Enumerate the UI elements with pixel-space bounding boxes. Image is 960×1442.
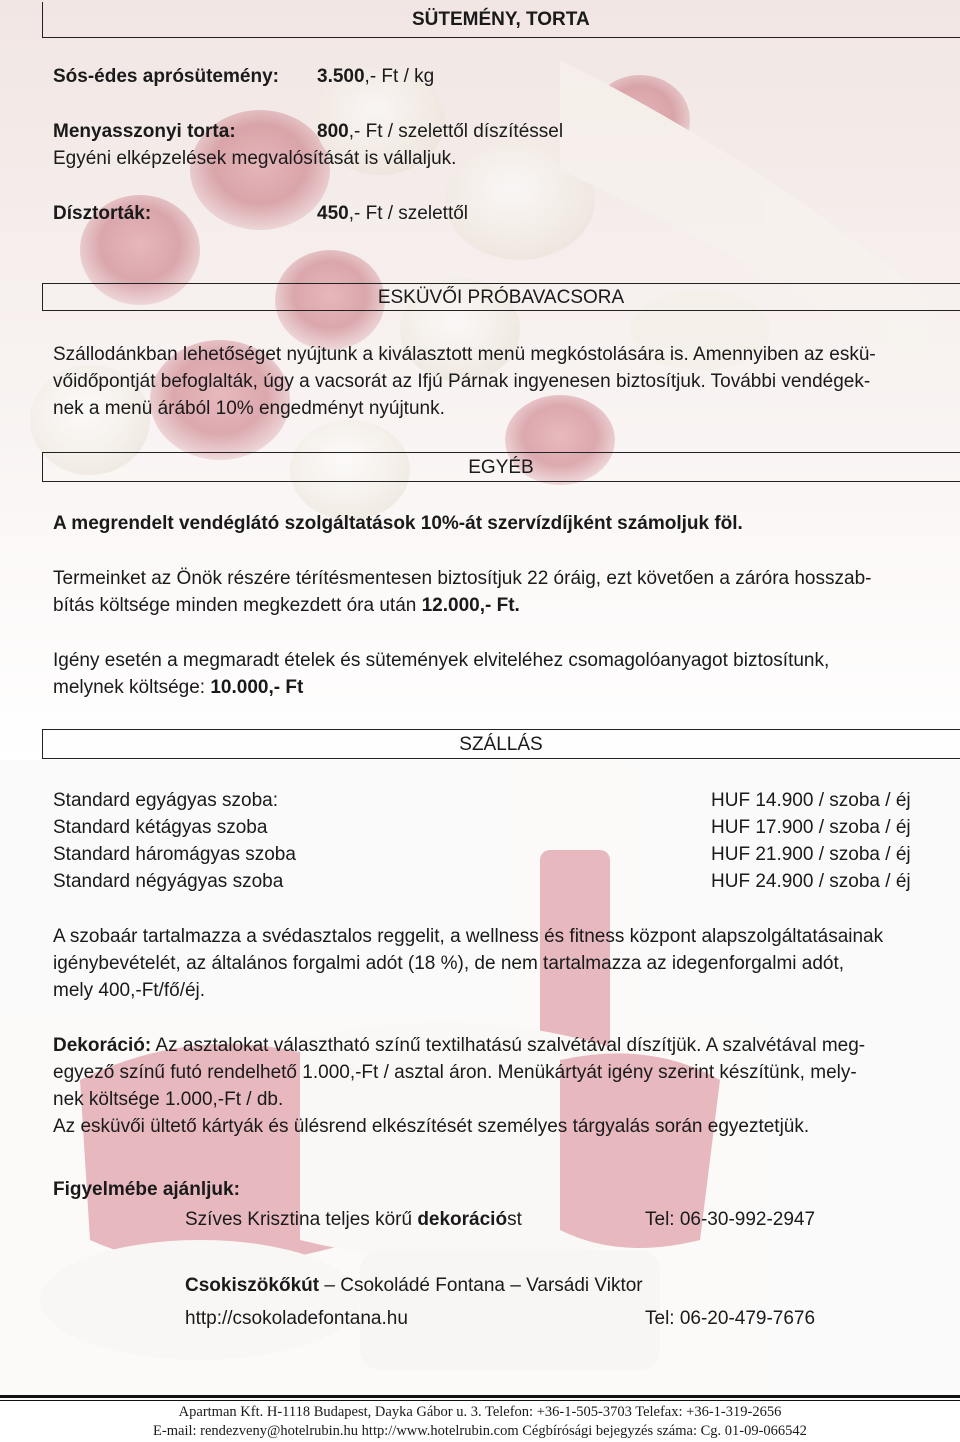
bride-cake-label: Menyasszonyi torta: [53,121,236,142]
decoration-label: Dekoráció: [53,1035,152,1056]
recommend-heading: Figyelmébe ajánljuk: [53,1179,240,1200]
footer-divider-thin [0,1400,960,1401]
accommodation-heading: SZÁLLÁS [459,734,543,755]
room-name: Standard egyágyas szoba: [53,790,278,811]
chocolate-fountain-url[interactable]: http://csokoladefontana.hu [185,1308,408,1329]
room-name: Standard négyágyas szoba [53,871,284,892]
decorator-line: Szíves Krisztina teljes körű dekorációst [185,1209,522,1230]
room-price-note: A szobaár tartalmazza a svédasztalos reggelit, a wellness és fitness központ alapszolgáltatásainak igénybevételét, az általános forgalmi adót (18 %), de nem tartalmazza az idegenforgalmi adót, mely 400,-Ft/fő/éj. [53,926,884,1001]
chocolate-fountain-line: Csokiszökőkút – Csokoládé Fontana – Varsádi Viktor [185,1275,643,1296]
bride-cake-price: 800,- Ft / szelettől díszítéssel [317,121,564,142]
room-price: HUF 21.900 / szoba / éj [711,844,911,865]
decor-cake-label: Dísztorták: [53,203,152,224]
sweets-price: 3.500,- Ft / kg [317,66,435,87]
room-price: HUF 14.900 / szoba / éj [711,790,911,811]
decoration-paragraph: Dekoráció: Az asztalokat választható színű textilhatású szalvétával díszítjük. A szalvétával meg- egyező színű futó rendelhető 1.000,-Ft / asztal áron. Menükártyát igény szerint készítünk, mely- nek költsége 1.000,-Ft / db. Az esküvői ültető kártyák és ülésrend elkészítését személyes tárgyalás során egyeztetjük. [53,1035,866,1137]
room-price: HUF 17.900 / szoba / éj [711,817,911,838]
service-fee-text: A megrendelt vendéglátó szolgáltatások 10%-át szervízdíjként számoljuk föl. [53,513,743,534]
other-heading: EGYÉB [468,457,534,478]
sweets-label: Sós-édes aprósütemény: [53,66,279,87]
cake-heading-box [42,2,960,38]
cake-heading: SÜTEMÉNY, TORTA [412,9,590,30]
tasting-paragraph: Szállodánkban lehetőséget nyújtunk a kiválasztott menü megkóstolására is. Amennyiben az eskü- vőidőpontját befoglalták, úgy a vacsorát az Ifjú Párnak ingyenesen biztosítjuk. További vendégek- nek a menü árából 10% engedményt nyújtunk. [53,344,876,419]
decor-cake-price: 450,- Ft / szelettől [317,203,469,224]
decorator-phone: Tel: 06-30-992-2947 [645,1209,816,1230]
extension-paragraph: Termeinket az Önök részére térítésmentesen biztosítjuk 22 óráig, ezt követően a záróra hosszab- bítás költsége minden megkezdett óra után 12.000,- Ft. [53,568,872,616]
packaging-paragraph: Igény esetén a megmaradt ételek és sütemények elviteléhez csomagolóanyagot biztosítunk, melynek költsége: 10.000,- Ft [53,650,830,698]
room-name: Standard kétágyas szoba [53,817,268,838]
room-name: Standard háromágyas szoba [53,844,296,865]
footer-divider [0,1395,960,1398]
room-price: HUF 24.900 / szoba / éj [711,871,911,892]
custom-note: Egyéni elképzelések megvalósítását is vállaljuk. [53,148,457,169]
footer-address: Apartman Kft. H-1118 Budapest, Dayka Gábor u. 3. Telefon: +36-1-505-3703 Telefax: +36-1-319-2656 [178,1404,782,1420]
footer-contact: E-mail: rendezveny@hotelrubin.hu http://www.hotelrubin.com Cégbírósági bejegyzés száma: Cg. 01-09-066542 [153,1423,807,1439]
chocolate-fountain-phone: Tel: 06-20-479-7676 [645,1308,816,1329]
tasting-heading: ESKÜVŐI PRÓBAVACSORA [377,287,625,308]
